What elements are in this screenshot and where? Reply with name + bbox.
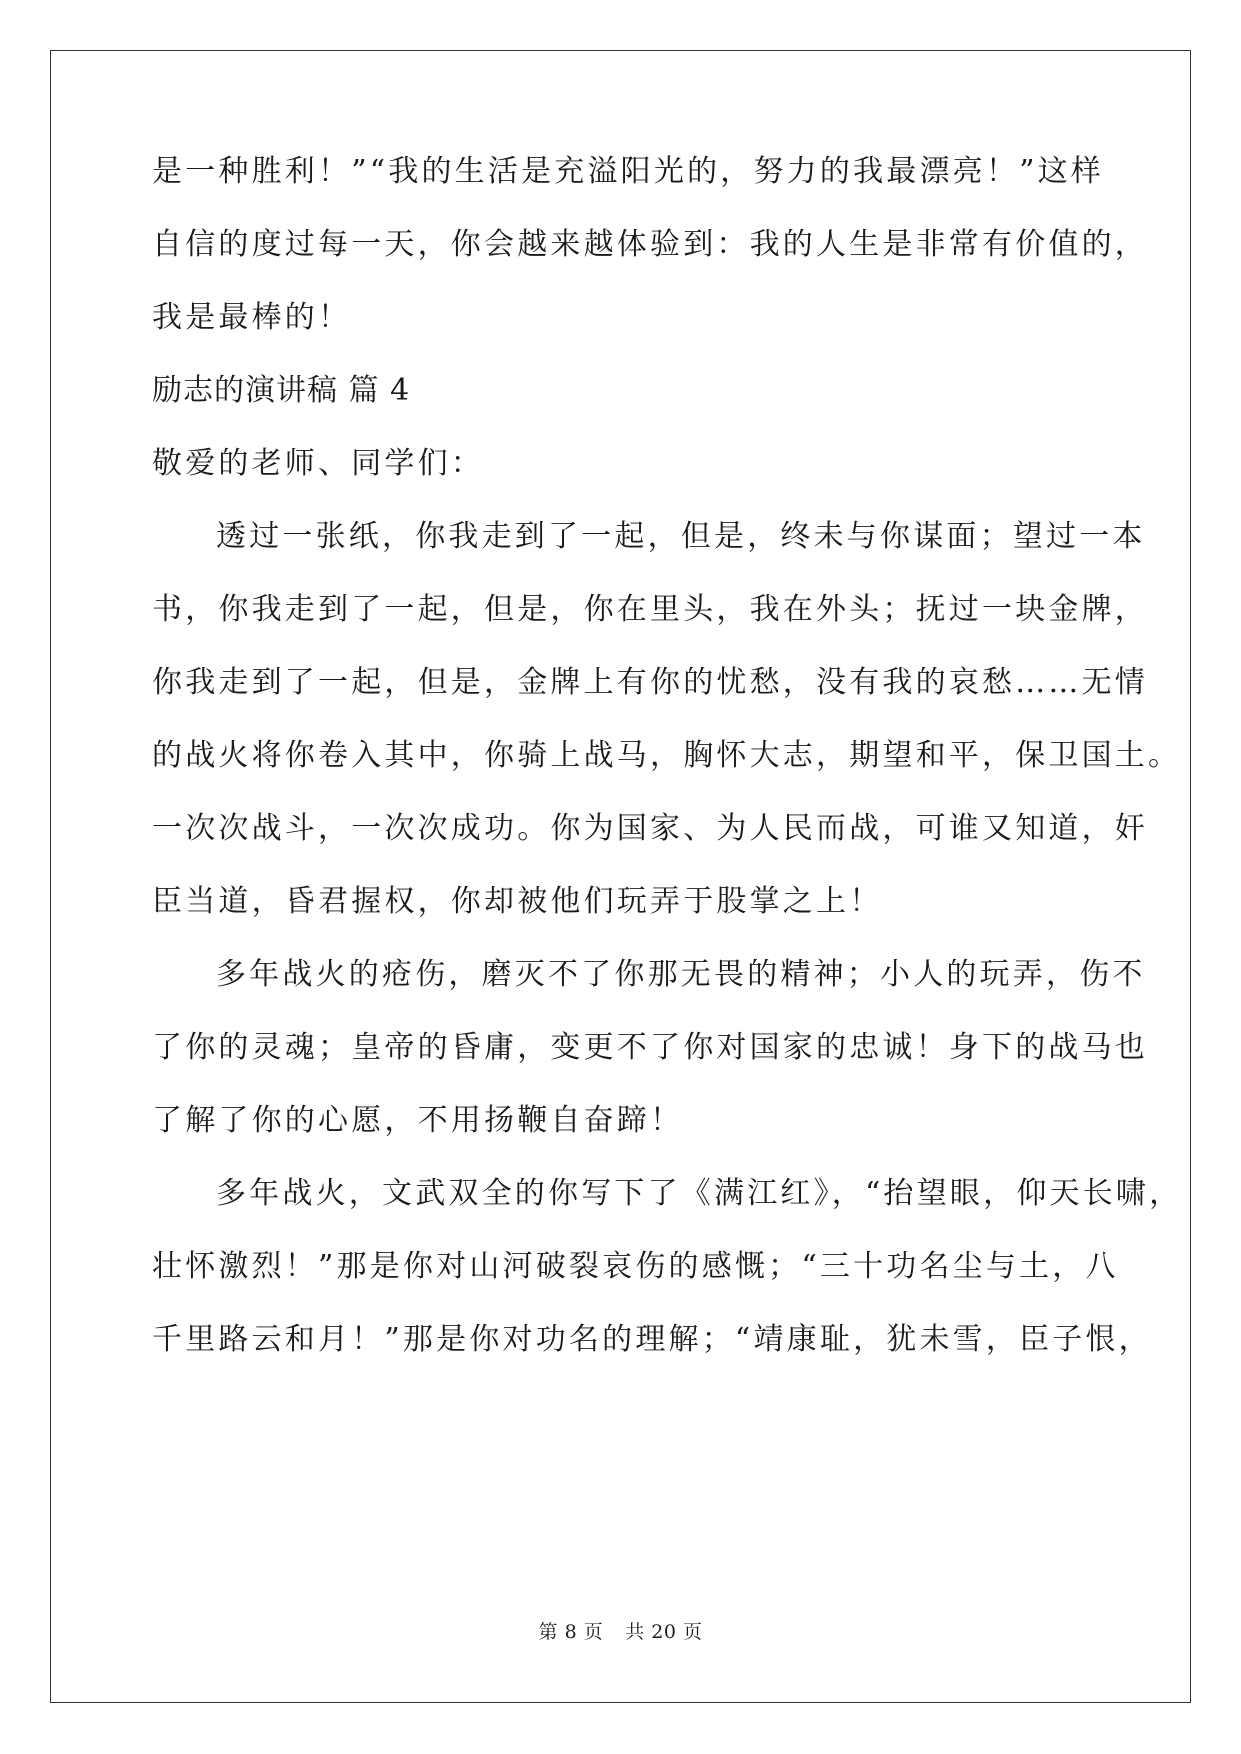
text-line: 自信的度过每一天，你会越来越体验到：我的人生是非常有价值的， [152, 227, 1148, 262]
page-total: 共 20 页 [625, 1621, 703, 1643]
text-line: 多年战火的疮伤，磨灭不了你那无畏的精神；小人的玩弄，伤不 [216, 957, 1146, 992]
text-line: 臣当道，昏君握权，你却被他们玩弄于股掌之上！ [152, 884, 883, 919]
text-line: 透过一张纸，你我走到了一起，但是，终未与你谋面；望过一本 [216, 519, 1146, 554]
text-line: 一次次战斗，一次次成功。你为国家、为人民而战，可谁又知道，奸 [152, 811, 1148, 846]
text-line: 你我走到了一起，但是，金牌上有你的忧愁，没有我的哀愁……无情 [152, 665, 1148, 700]
text-line: 的战火将你卷入其中，你骑上战马，胸怀大志，期望和平，保卫国土。 [152, 738, 1182, 773]
text-line: 千里路云和月！”那是你对功名的理解；“靖康耻，犹未雪，臣子恨， [152, 1322, 1152, 1357]
text-line: 壮怀激烈！”那是你对山河破裂哀伤的感慨；“三十功名尘与土，八 [152, 1249, 1119, 1284]
text-line: 书，你我走到了一起，但是，你在里头，我在外头；抚过一块金牌， [152, 592, 1148, 627]
page-footer [0, 1620, 1241, 1644]
text-line: 是一种胜利！”“我的生活是充溢阳光的，努力的我最漂亮！”这样 [152, 154, 1105, 189]
text-line: 了解了你的心愿，不用扬鞭自奋蹄！ [152, 1103, 684, 1138]
text-line: 我是最棒的！ [152, 300, 352, 335]
text-line: 多年战火，文武双全的你写下了《满江红》，“抬望眼，仰天长啸， [216, 1176, 1183, 1211]
section-heading: 励志的演讲稿 篇 4 [152, 373, 411, 408]
page-number: 第 8 页 [538, 1621, 604, 1643]
text-line: 了你的灵魂；皇帝的昏庸，变更不了你对国家的忠诚！身下的战马也 [152, 1030, 1148, 1065]
salutation: 敬爱的老师、同学们： [152, 446, 484, 481]
